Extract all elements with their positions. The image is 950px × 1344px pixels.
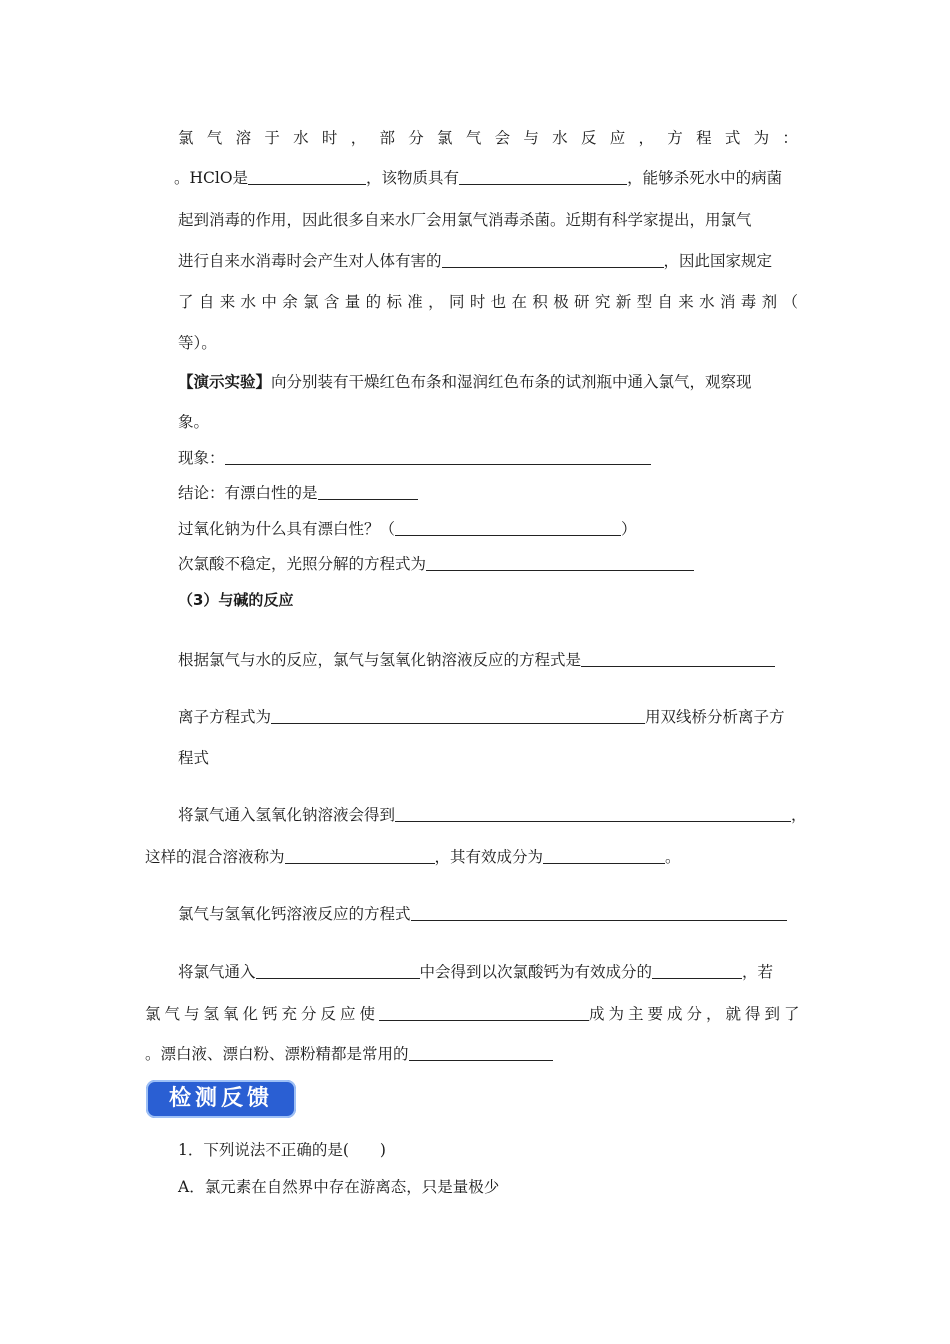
double-bridge-text: 用双线桥分析离子方 — [645, 708, 785, 726]
char: 型 — [636, 293, 653, 311]
main-component-blank[interactable] — [379, 1004, 589, 1021]
char: 时 — [321, 129, 338, 147]
char: 究 — [594, 293, 611, 311]
demo-text: 向分别装有干燥红色布条和湿润红色布条的试剂瓶中通入氯气，观察现 — [271, 373, 752, 391]
calcium-hypo-blank[interactable] — [652, 962, 742, 979]
char: 式 — [724, 129, 741, 147]
pass-into-text: 将氯气通入 — [178, 963, 256, 981]
p1-line1 — [178, 128, 798, 148]
char: 水 — [699, 293, 715, 311]
char: 水 — [552, 129, 568, 147]
char: 同 — [448, 293, 465, 311]
char: 气 — [465, 129, 482, 147]
question-1: 1．下列说法不正确的是( ) — [178, 1141, 386, 1159]
ionic-eq-text: 离子方程式为 — [178, 708, 272, 726]
char: 与 — [523, 129, 539, 147]
char: 新 — [615, 293, 632, 311]
hclo-line — [178, 554, 694, 574]
naoh-eq-text: 根据氯气与水的反应，氯气与氢氧化钠溶液反应的方程式是 — [178, 651, 582, 669]
hclo-decomp-text: 次氯酸不稳定，光照分解的方程式为 — [178, 555, 427, 573]
demo-label: 【演示实验】 — [178, 372, 272, 391]
s3-line2 — [178, 707, 785, 727]
char: 量 — [344, 293, 361, 311]
hclo-decomp-blank[interactable] — [426, 554, 694, 571]
char: 氯 — [178, 129, 194, 147]
active-ingredient-blank[interactable] — [543, 847, 665, 864]
char: 在 — [511, 293, 528, 311]
hclo-is-text: 。HClO是 — [174, 169, 249, 187]
char: 积 — [532, 293, 548, 311]
p1-line3: 起到消毒的作用，因此很多自来水厂会用氯气消毒杀菌。近期有科学家提出，用氯气 — [178, 211, 752, 229]
p1-line2 — [174, 168, 782, 188]
char: ， — [350, 129, 367, 147]
harmful-blank[interactable] — [442, 251, 664, 268]
char: 自 — [198, 293, 215, 311]
mixture-name-text: 这样的混合溶液称为 — [145, 848, 285, 866]
caoh-eq-blank[interactable] — [411, 904, 787, 921]
char: 气 — [206, 129, 223, 147]
char: 于 — [264, 129, 280, 147]
char: 自 — [657, 293, 673, 311]
char: 时 — [469, 293, 486, 311]
phenomenon-line — [178, 448, 651, 468]
peroxide-question: 过氧化钠为什么具有漂白性？（ — [178, 520, 396, 538]
char: 部 — [379, 129, 395, 147]
regulation-text: ，因此国家规定 — [663, 252, 773, 270]
naoh-result-text: 将氯气通入氢氧化钠溶液会得到 — [178, 806, 396, 824]
feedback-badge: 检测反馈 — [146, 1080, 296, 1118]
bleach-text: 。漂白液、漂白粉、漂粉精都是常用的 — [145, 1045, 409, 1063]
char: 反 — [580, 129, 597, 147]
mixture-name-blank[interactable] — [285, 847, 435, 864]
property-text: ，该物质具有 — [366, 169, 460, 187]
p1-line5 — [178, 292, 798, 312]
demo-line2: 象。 — [178, 413, 210, 431]
peroxide-blank[interactable] — [395, 519, 621, 536]
period: 。 — [665, 848, 681, 866]
phenomenon-blank[interactable] — [225, 448, 651, 465]
if-text: ，若 — [742, 963, 774, 981]
char: 中 — [261, 293, 277, 311]
char: 会 — [494, 129, 511, 147]
char: 研 — [574, 293, 590, 311]
obtained-text: 成为主要成分，就得到了 — [589, 1005, 804, 1023]
s3-line5 — [178, 904, 787, 924]
p1-line4 — [178, 251, 772, 271]
ionic-eq-blank[interactable] — [271, 707, 645, 724]
s3-line1 — [178, 650, 775, 670]
naoh-eq-blank[interactable] — [581, 650, 775, 667]
pass-into-blank[interactable] — [256, 962, 420, 979]
char: 应 — [609, 129, 626, 147]
char: 准 — [407, 293, 423, 311]
char: 氯 — [437, 129, 453, 147]
char: ， — [638, 129, 655, 147]
bleach-blank[interactable] — [409, 1044, 553, 1061]
calcium-hypo-text: 中会得到以次氯酸钙为有效成分的 — [419, 963, 653, 981]
conclusion-label: 结论：有漂白性的是 — [178, 484, 318, 502]
s3-line2b: 程式 — [178, 749, 210, 767]
section3-title: （3）与碱的反应 — [178, 591, 294, 609]
s3-line7 — [145, 1004, 804, 1024]
char: 消 — [719, 293, 736, 311]
char: 水 — [240, 293, 257, 311]
p1-line6: 等）。 — [178, 334, 217, 352]
char: 来 — [219, 293, 236, 311]
char: 方 — [667, 129, 683, 147]
char: 含 — [323, 293, 340, 311]
char: 剂 — [761, 293, 778, 311]
char: ， — [428, 293, 444, 311]
property-blank[interactable] — [459, 168, 627, 185]
char: 毒 — [740, 293, 757, 311]
harmful-text: 进行自来水消毒时会产生对人体有害的 — [178, 252, 442, 270]
s3-line6 — [178, 962, 773, 982]
s3-line3 — [178, 805, 807, 825]
char: 也 — [490, 293, 507, 311]
char: 程 — [696, 129, 712, 147]
question-1-option-a: A．氯元素在自然界中存在游离态，只是量极少 — [178, 1178, 500, 1196]
char: 标 — [386, 293, 402, 311]
char: 余 — [282, 293, 298, 311]
char: 了 — [178, 293, 194, 311]
char: 来 — [678, 293, 694, 311]
char: 为 — [753, 129, 770, 147]
kill-germs-text: ，能够杀死水中的病菌 — [627, 169, 783, 187]
char: 极 — [553, 293, 569, 311]
char: ： — [782, 129, 798, 147]
peroxide-close: ） — [621, 520, 637, 538]
full-reaction-text: 氯气与氢氧化钙充分反应使 — [145, 1005, 380, 1023]
char: 水 — [293, 129, 309, 147]
peroxide-line — [178, 519, 637, 539]
hclo-blank[interactable] — [248, 168, 366, 185]
caoh-eq-text: 氯气与氢氧化钙溶液反应的方程式 — [178, 905, 411, 923]
char: （ — [782, 293, 798, 311]
char: 分 — [408, 129, 424, 147]
comma: ， — [791, 806, 807, 824]
s3-line8 — [145, 1044, 553, 1064]
active-ingredient-text: ，其有效成分为 — [434, 848, 544, 866]
char: 溶 — [235, 129, 252, 147]
char: 的 — [365, 293, 382, 311]
s3-line4 — [145, 847, 681, 867]
phenomenon-label: 现象： — [178, 449, 225, 467]
conclusion-blank[interactable] — [318, 483, 418, 500]
naoh-result-blank[interactable] — [395, 805, 791, 822]
char: 氯 — [303, 293, 319, 311]
demo-line — [178, 372, 752, 392]
conclusion-line — [178, 483, 418, 503]
